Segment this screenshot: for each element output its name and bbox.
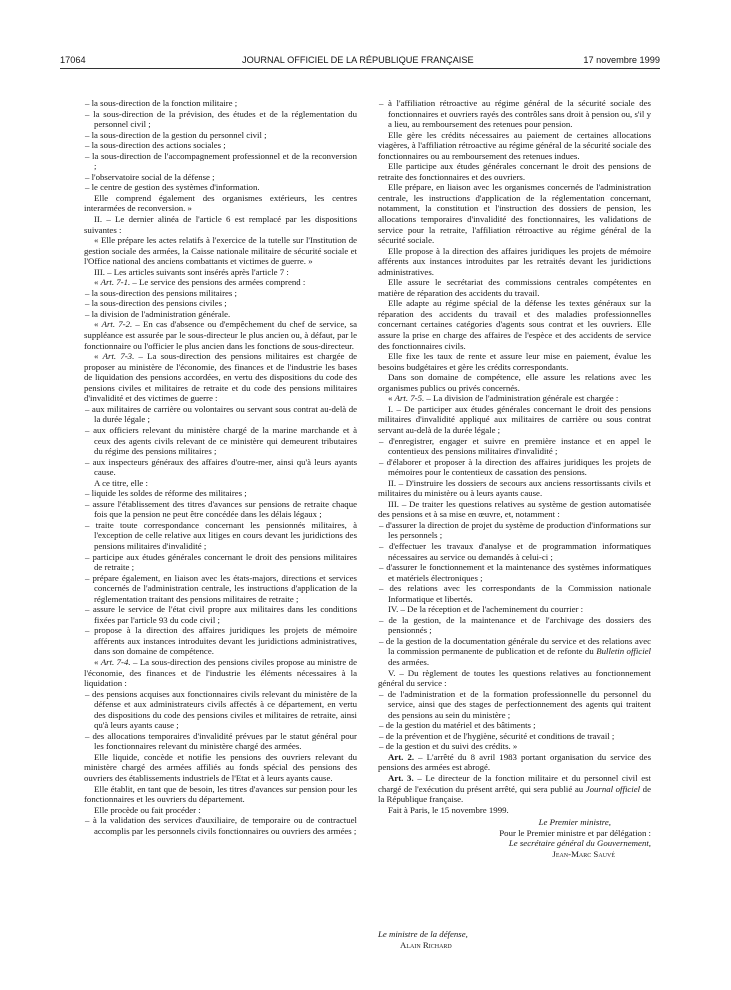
list-item: – de la gestion de la documentation générale du service et des relations avec la commission permanente de publication et de refonte du Bulletin officiel des armées. [388,636,651,668]
list-item: – d'assurer le fonctionnement et la maintenance des systèmes informatiques et matériels électroniques ; [388,562,651,583]
delegation-line: Pour le Premier ministre et par délégation : [499,827,651,838]
paragraph: Elle propose à la direction des affaires juridiques les projets de mémoire afférents aux instances introduites par les retraités devant les juridictions administratives. [378,245,651,277]
signatory-title: Le Premier ministre, [538,817,611,828]
section-iv: IV. – De la réception et de l'acheminement du courrier : [388,604,584,615]
list-item: – prépare également, en liaison avec les états-majors, directions et services concernés de l'administration centrale, les instructions d'application de la réglementation traitant des pensions militaires de retraite ; [94,573,357,605]
page-number: 17064 [60,55,86,65]
list-item: – assure l'établissement des titres d'avances sur pensions de retraite chaque fois que la pension ne peut être concédée dans les délais légaux ; [94,499,357,520]
list-item: – aux inspecteurs généraux des affaires d'outre-mer, ainsi qu'à leurs ayants cause. [94,457,357,478]
header-rule [60,68,660,69]
list-item: – à la validation des services d'auxiliaire, de temporaire ou de contractuel accomplis par les personnels civils fonctionnaires ou ouvriers des armées ; [94,815,357,836]
list-item: – le centre de gestion des systèmes d'information. [94,182,357,193]
paragraph: Elle assure le secrétariat des commissions centrales compétentes en matière de réparation des accidents du travail. [378,277,651,298]
list-item: – des relations avec les correspondants de la Commission nationale Informatique et libertés. [388,583,651,604]
list-item: – assure le service de l'état civil propre aux militaires dans les conditions fixées par l'article 93 du code civil ; [94,604,357,625]
paragraph: Elle fixe les taux de rente et assure leur mise en paiement, évalue les besoins budgétaires et gère les crédits correspondants. [378,351,651,372]
article-7-2: « Art. 7-2. – En cas d'absence ou d'empêchement du chef de service, sa suppléance est assurée par le sous-directeur le plus ancien ou, à défaut, par le fonctionnaire ou l'officier le plus ancien dans les fonctions de sous-directeur. [84,319,357,351]
list-item: – d'enregistrer, engager et suivre en première instance et en appel le contentieux des pensions militaires d'invalidité ; [388,436,651,457]
left-column [84,98,357,836]
article-7-1: « Art. 7-1. – Le service des pensions des armées comprend : [94,277,306,288]
minister-name: Alain Richard [400,939,452,950]
page-header [60,55,660,68]
article-7-3: « Art. 7-3. – La sous-direction des pensions militaires est chargée de proposer au ministère de l'économie, des finances et de l'industrie les bases de liquidation des pensions accordées, en vertu des dispositions du code des pensions civiles et militaires de retraite et du code des pensions militaires d'invalidité et des victimes de guerre : [84,351,357,404]
paragraph: Elle prépare, en liaison avec les organismes concernés de l'administration centrale, les instructions d'application de la réglementation concernant, notamment, la constitution et l'instruction des dossiers de pension, les allocations temporaires d'invalidité des fonctionnaires, les validations de service pour la retraite, l'affiliation rétroactive au régime général de la sécurité sociale. [378,182,651,246]
list-item: – de la gestion, de la maintenance et de l'archivage des dossiers des pensionnés ; [388,615,651,636]
signing-place-date: Fait à Paris, le 15 novembre 1999. [388,804,509,815]
list-item: – la sous-direction de la fonction militaire ; [94,98,357,109]
list-item: – la sous-direction de l'accompagnement professionnel et de la reconversion ; [94,151,357,172]
article-3: Art. 3. – Le directeur de la fonction militaire et du personnel civil est chargé de l'exécution du présent arrêté, qui sera publié au Journal officiel de la République française. [378,773,651,805]
paragraph: Elle procède ou fait procéder : [94,804,201,815]
list-item: – des allocations temporaires d'invalidité prévues par le statut général pour les fonctionnaires relevant du ministère chargé des armées. [94,731,357,752]
minister-signature [378,929,651,950]
list-item: – liquide les soldes de réforme des militaires ; [94,488,357,499]
section-ii: II. – D'instruire les dossiers de secours aux anciens ressortissants civils et militaires du ministère ou à leurs ayants cause. [378,477,651,499]
list-item: – traite toute correspondance concernant les pensionnés militaires, à l'exception de celle relative aux litiges en cours devant les juridictions des pensions militaires d'invalidité ; [94,520,357,552]
paragraph: Elle liquide, concède et notifie les pensions des ouvriers relevant du ministère chargé des armées affiliés au fonds spécial des pensions des ouvriers des établissements industriels de l'Etat et à leurs ayants cause. [84,751,357,783]
list-item: – de l'administration et de la formation professionnelle du personnel du service, ainsi que des stages de perfectionnement des agents qui traitent des pensions au sein du ministère ; [388,689,651,721]
section-iii: III. – De traiter les questions relatives au système de gestion automatisée des pensions et à sa mise en œuvre, et, notamment : [378,498,651,520]
list-item: – la sous-direction de la gestion du personnel civil ; [94,130,357,141]
paragraph: Elle participe aux études générales concernant le droit des pensions de retraite des fonctionnaires et des ouvriers. [378,161,651,182]
paragraph: « Elle prépare les actes relatifs à l'exercice de la tutelle sur l'Institution de gestion sociale des armées, la Caisse nationale militaire de sécurité sociale et l'Office national des anciens combattants et victimes de guerre. » [84,235,357,267]
section-i: I. – De participer aux études générales concernant le droit des pensions militaires d'invalidité appliqué aux militaires de carrière ou sous contrat servant au-delà de la durée légale ; [378,403,651,435]
list-item: – la division de l'administration générale. [94,309,357,320]
list-item: – aux officiers relevant du ministère chargé de la marine marchande et à ceux des agents civils relevant de ce ministère qui demeurent tributaires du régime des pensions militaires ; [94,425,357,457]
paragraph: Elle adapte au régime spécial de la défense les textes généraux sur la réparation des accidents du travail et des maladies professionnelles concernant certaines catégories d'agents sous contrat et les ouvriers. Elle assure la prise en charge des affaires de l'espèce et des accidents de service des fonctionnaires civils. [378,298,651,351]
list-item: – des pensions acquises aux fonctionnaires civils relevant du ministère de la défense et aux administrateurs civils affectés à ce département, en vertu des dispositions du code des pensions civiles et militaires de retraite, ainsi qu'à leurs ayants cause ; [94,689,357,731]
list-item: – d'effectuer les travaux d'analyse et de programmation informatiques nécessaires au service ou demandés à celui-ci ; [388,541,651,562]
minister-title: Le ministre de la défense, [378,929,468,939]
paragraph: II. – Le dernier alinéa de l'article 6 est remplacé par les dispositions suivantes : [84,214,357,235]
paragraph: III. – Les articles suivants sont insérés après l'article 7 : [94,266,289,277]
list-item: – de la gestion du matériel et des bâtiments ; [388,720,651,731]
journal-title: JOURNAL OFFICIEL DE LA RÉPUBLIQUE FRANÇAISE [242,55,474,65]
list-item: – la sous-direction de la prévision, des études et de la réglementation du personnel civil ; [94,109,357,130]
list-item: – d'élaborer et proposer à la direction des affaires juridiques les projets de mémoires pour le contentieux de cassation des pensions. [388,457,651,478]
list-item: – d'assurer la direction de projet du système de production d'informations sur les personnels ; [388,520,651,541]
section-v: V. – Du règlement de toutes les questions relatives au fonctionnement général du service : [378,667,651,689]
publication-date: 17 novembre 1999 [583,55,660,65]
list-item: – la sous-direction des actions sociales ; [94,140,357,151]
delegate-title: Le secrétaire général du Gouvernement, [508,838,651,849]
list-item: – participe aux études générales concernant le droit des pensions militaires de retraite ; [94,552,357,573]
list-item: – la sous-direction des pensions militaires ; [94,288,357,299]
paragraph: Elle gère les crédits nécessaires au paiement de certaines allocations viagères, à l'affiliation rétroactive au régime général de la sécurité sociale des fonctionnaires ou au remboursement des retenues indues. [378,129,651,161]
article-7-5: « Art. 7-5. – La division de l'administration générale est chargée : [388,393,619,404]
list-item: – de la gestion et du suivi des crédits. » [388,741,651,752]
article-2: Art. 2. – L'arrêté du 8 avril 1983 portant organisation du service des pensions des armées est abrogé. [378,751,651,773]
paragraph: Elle comprend également des organismes extérieurs, les centres interarmées de reconversion. » [84,192,357,214]
list-item: – propose à la direction des affaires juridiques les projets de mémoire afférents aux instances introduites devant les juridictions administratives, dans son domaine de compétence. [94,625,357,657]
article-7-4: « Art. 7-4. – La sous-direction des pensions civiles propose au ministre de l'économie, des finances et de l'industrie les éléments nécessaires à la liquidation : [84,656,357,689]
paragraph: A ce titre, elle : [94,477,148,488]
paragraph: Dans son domaine de compétence, elle assure les relations avec les organismes publics ou privés concernés. [378,372,651,393]
list-item: – de la prévention et de l'hygiène, sécurité et conditions de travail ; [388,731,651,742]
delegate-name: Jean-Marc Sauvé [552,848,615,859]
paragraph: Elle établit, en tant que de besoin, les titres d'avances sur pension pour les fonctionnaires et les ouvriers du département. [84,783,357,805]
list-item: – la sous-direction des pensions civiles ; [94,298,357,309]
list-item: – l'observatoire social de la défense ; [94,172,357,183]
list-item: – aux militaires de carrière ou volontaires ou servant sous contrat au-delà de la durée légale ; [94,404,357,425]
list-item: – à l'affiliation rétroactive au régime général de la sécurité sociale des fonctionnaires et ouvriers rayés des contrôles sans droit à pension ou, s'il y a lieu, au remboursement des retenues pour pension. [388,98,651,130]
right-column [378,98,651,859]
